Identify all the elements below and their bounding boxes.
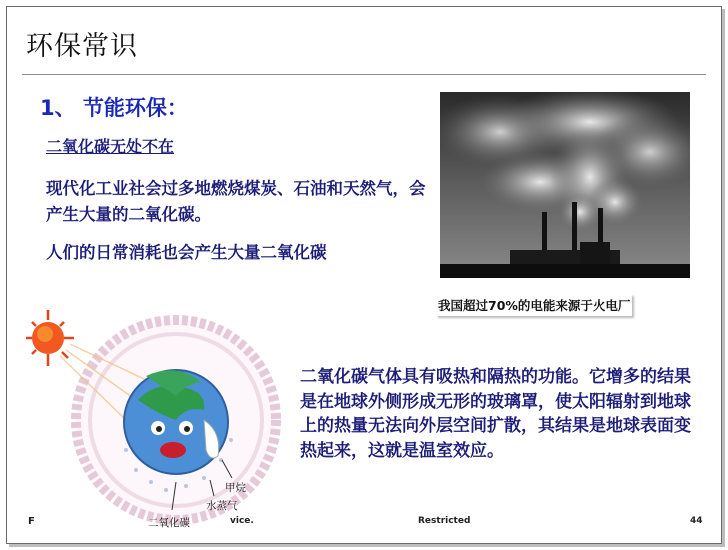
footer-left: F: [28, 516, 35, 527]
paragraph-daily: 人们的日常消耗也会产生大量二氧化碳: [46, 243, 327, 262]
label-co2: 二氧化碳: [148, 517, 190, 529]
footer-middle: vice.: [230, 516, 254, 526]
label-methane: 甲烷: [225, 482, 246, 494]
greenhouse-description: 二氧化碳气体具有吸热和隔热的功能。它增多的结果是在地球外侧形成无形的玻璃罩，使太阳辐射到地球上的热量无法向外层空间扩散，其结果是地球表面变热起来，这就是温室效应。: [300, 367, 691, 461]
footer-classification: Restricted: [418, 516, 471, 526]
greenhouse-illustration: [26, 310, 286, 528]
section-heading: 1、 节能环保：: [40, 96, 188, 120]
title-divider: [22, 74, 706, 75]
sun-icon: [26, 310, 74, 366]
earth-icon: [124, 370, 228, 474]
slide-title: 环保常识: [26, 31, 138, 62]
power-plant-photo: [440, 92, 690, 278]
greenhouse-image: [26, 310, 286, 528]
label-water-vapor: 水蒸气: [206, 500, 238, 512]
subheading: 二氧化碳无处不在: [46, 137, 175, 156]
power-plant-image: [440, 92, 690, 278]
photo-caption: 我国超过70%的电能来源于火电厂: [436, 294, 632, 316]
page-number: 44: [690, 516, 703, 526]
paragraph-industrial: 现代化工业社会过多地燃烧煤炭、石油和天然气，会产生大量的二氧化碳。: [46, 179, 426, 224]
